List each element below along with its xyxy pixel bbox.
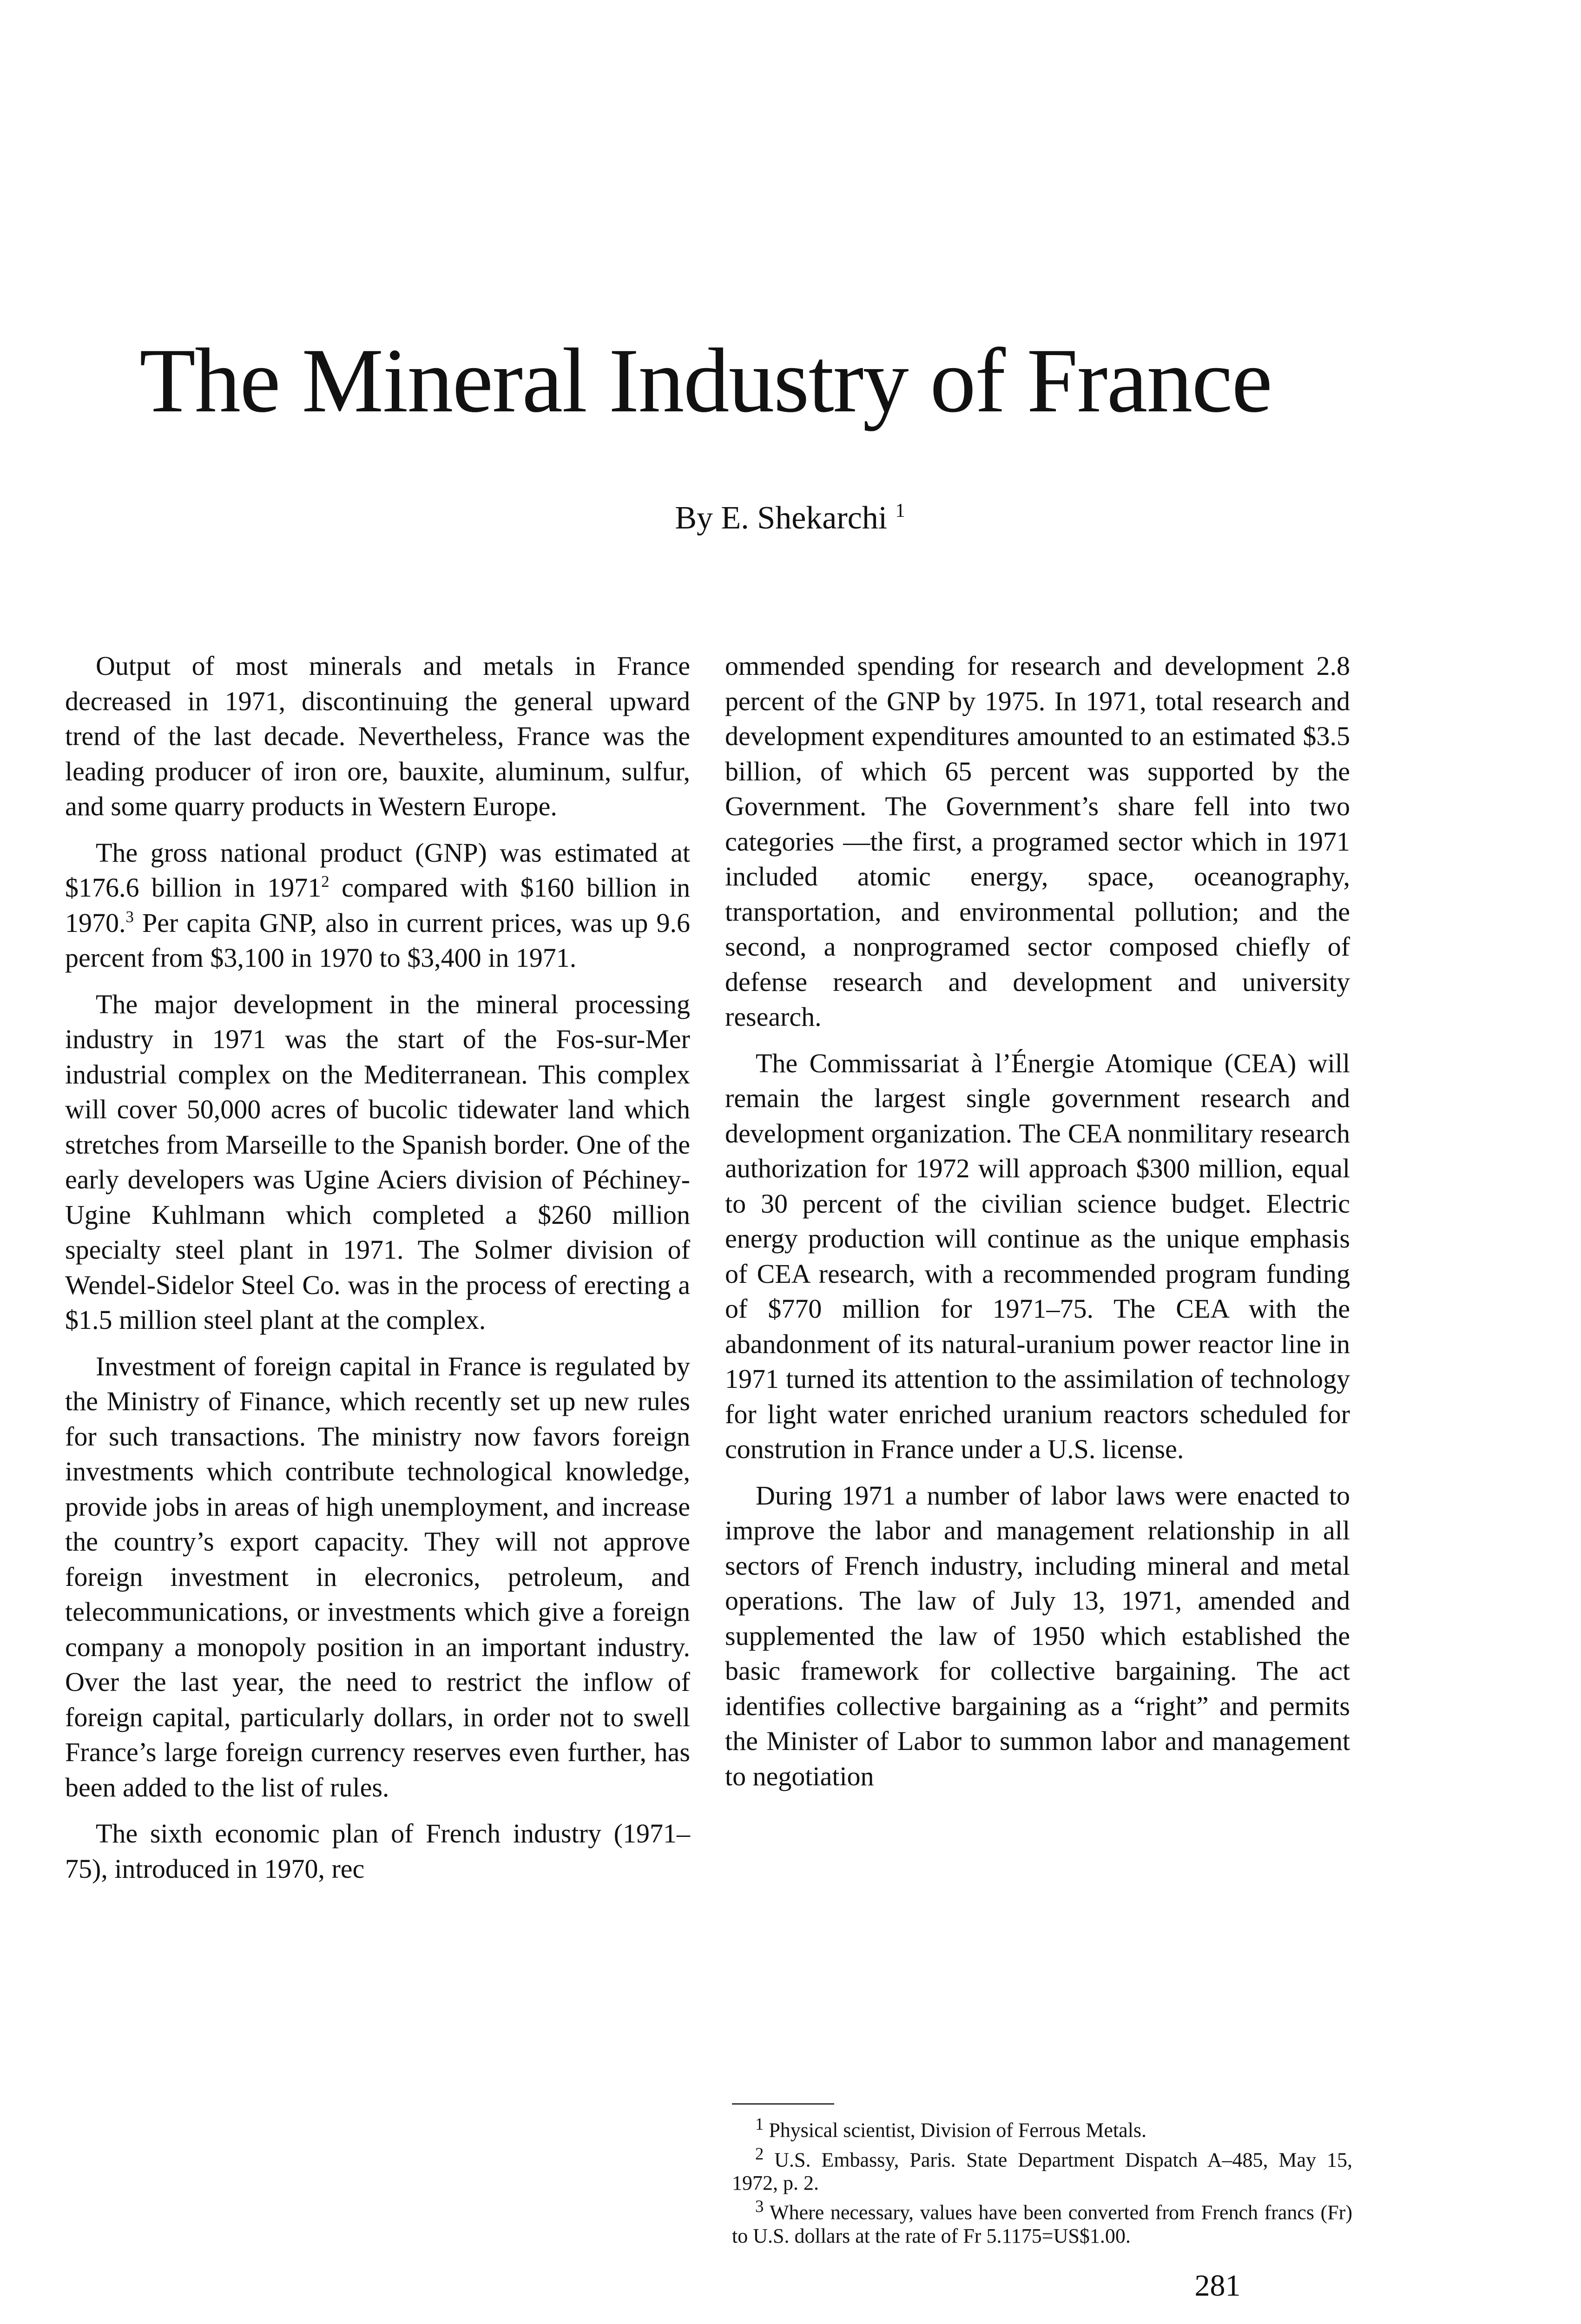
footnote-2 <box>732 2142 1352 2195</box>
footnote-2-text: U.S. Embassy, Paris. State Department Dispatch A–485, May 15, 1972, p. 2. <box>732 2148 1353 2195</box>
gnp-text-b: compared with $160 billion in 1970. <box>65 872 690 938</box>
footnote-1-marker: 1 <box>755 2114 764 2133</box>
page-number: 281 <box>1194 2269 1241 2303</box>
footnote-3-text: Where necessary, values have been converted from French francs (Fr) to U.S. dollars at the rate of Fr 5.1175=US$1.00. <box>732 2201 1352 2247</box>
author-name: By E. Shekarchi <box>675 500 888 536</box>
paragraph-sixth-plan: The sixth economic plan of French industry (1971–75), introduced in 1970, rec <box>65 1818 690 1884</box>
paragraph-foreign-investment: Investment of foreign capital in France is regulated by the Ministry of Finance, which recently set up new rules for such transactions. The ministry now favors foreign investments which contribute technological knowledge, provide jobs in areas of high unemployment, and increase the country’s export capacity. They will not approve foreign investment in elecronics, petroleum, and telecommunications, or investments which give a foreign company a monopoly position in an important industry. Over the last year, the need to restrict the inflow of foreign capital, particularly dollars, in order not to swell France’s large foreign currency reserves even further, has been added to the list of rules. <box>65 1351 690 1802</box>
footnote-divider <box>732 2103 834 2105</box>
paragraph-output-overview: Output of most minerals and metals in France decreased in 1971, discontinuing the general upward trend of the last decade. Nevertheless, France was the leading producer of iron ore, bauxite, aluminum, sulfur, and some quarry products in Western Europe. <box>65 651 690 821</box>
left-column <box>65 648 690 1897</box>
footnote-1-text: Physical scientist, Division of Ferrous Metals. <box>769 2119 1147 2142</box>
paragraph-labor-laws: During 1971 a number of labor laws were enacted to improve the labor and management relationship in all sectors of French industry, including mineral and metal operations. The law of July 13, 1971, amended and supplemented the law of 1950 which established the basic framework for collective bargaining. The act identifies collective bargaining as a “right” and permits the Minister of Labor to summon labor and management to negotiation <box>725 1480 1350 1791</box>
footnotes <box>732 2113 1352 2248</box>
gnp-text-a: The gross national product (GNP) was estimated at $176.6 billion in 1971 <box>65 837 690 903</box>
footnote-2-marker: 2 <box>755 2144 764 2163</box>
footnote-3 <box>732 2195 1352 2248</box>
byline <box>511 502 1069 535</box>
footnote-3-marker: 3 <box>755 2197 764 2216</box>
gnp-text-c: Per capita GNP, also in current prices, was up 9.6 percent from $3,100 in 1970 to $3,400 in 1971. <box>65 907 690 973</box>
right-column <box>725 648 1350 1805</box>
footnote-1 <box>732 2113 1352 2142</box>
footnote-ref-3[interactable]: 3 <box>125 907 134 926</box>
footnote-ref-2[interactable]: 2 <box>321 872 329 891</box>
paragraph-gnp <box>65 835 690 976</box>
paragraph-research-spending: ommended spending for research and development 2.8 percent of the GNP by 1975. In 1971, total research and development expenditures amounted to an estimated $3.5 billion, of which 65 percent was supported by the Government. The Government’s share fell into two categories —the first, a programed sector which in 1971 included atomic energy, space, oceanography, transportation, and environmental pollution; and the second, a nonprogramed sector composed chiefly of defense research and development and university research. <box>725 651 1350 1032</box>
paragraph-cea: The Commissariat à l’Énergie Atomique (CEA) will remain the largest single government research and development organization. The CEA nonmilitary research authorization for 1972 will approach $300 million, equal to 30 percent of the civilian science budget. Electric energy production will continue as the unique emphasis of CEA research, with a recommended program funding of $770 million for 1971–75. The CEA with the abandonment of its natural-uranium power reactor line in 1971 turned its attention to the assimilation of technology for light water enriched uranium reactors scheduled for constrution in France under a U.S. license. <box>725 1048 1350 1464</box>
article-title: The Mineral Industry of France <box>139 330 1272 431</box>
paragraph-fos-sur-mer: The major development in the mineral processing industry in 1971 was the start of the Fos-sur-Mer industrial complex on the Mediterranean. This complex will cover 50,000 acres of bucolic tidewater land which stretches from Marseille to the Spanish border. One of the early developers was Ugine Aciers division of Péchiney-Ugine Kuhlmann which completed a $260 million specialty steel plant in 1971. The Solmer division of Wendel-Sidelor Steel Co. was in the process of erecting a $1.5 million steel plant at the complex. <box>65 989 690 1335</box>
footnote-ref-1[interactable]: 1 <box>895 500 905 522</box>
